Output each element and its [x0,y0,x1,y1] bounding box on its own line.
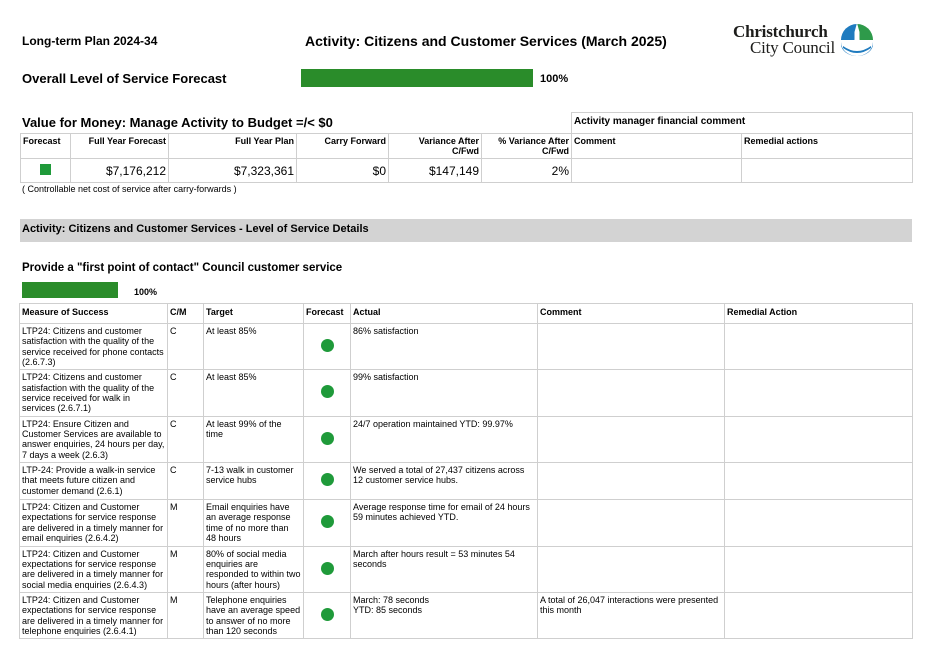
full-year-plan-value: $7,323,361 [169,159,297,183]
cm-cell: C [168,416,204,462]
value-for-money-title: Value for Money: Manage Activity to Budget =/< $0 [22,115,333,130]
actual-cell: Average response time for email of 24 hours 59 minutes achieved YTD. [351,500,538,546]
comment-cell [538,463,725,500]
actual-cell: 99% satisfaction [351,370,538,416]
col-variance-after: Variance After C/Fwd [389,134,482,159]
status-dot-icon [321,608,334,621]
cm-cell: M [168,546,204,592]
status-dot-icon [321,385,334,398]
forecast-cell [304,500,351,546]
kpi-group-progress-bar [22,282,118,298]
status-dot-icon [321,562,334,575]
target-cell: 7-13 walk in customer service hubs [204,463,304,500]
forecast-cell [304,416,351,462]
col-forecast: Forecast [21,134,71,159]
measure-cell: LTP-24: Provide a walk-in service that meets future citizen and customer demand (2.6.1) [20,463,168,500]
cm-cell: M [168,500,204,546]
actual-cell: We served a total of 27,437 citizens across 12 customer service hubs. [351,463,538,500]
measure-cell: LTP24: Ensure Citizen and Customer Services are available to answer enquiries, 24 hours per day, 7 days a week (2.6.3) [20,416,168,462]
col-remedial-action: Remedial Action [725,304,913,324]
table-row [20,546,913,592]
remedial-cell [725,370,913,416]
col-cm: C/M [168,304,204,324]
forecast-cell [304,592,351,638]
forecast-cell [304,463,351,500]
target-cell: Email enquiries have an average response time of no more than 48 hours [204,500,304,546]
finance-comment-cell [572,159,742,183]
los-section-header: Activity: Citizens and Customer Services - Level of Service Details [20,219,912,242]
status-dot-icon [321,339,334,352]
col-pct-variance-after: % Variance After C/Fwd [482,134,572,159]
logo-line1: Christchurch [733,22,828,41]
table-row [20,370,913,416]
overall-los-percent: 100% [540,73,569,85]
target-cell: 80% of social media enquiries are responded to within two hours (after hours) [204,546,304,592]
plan-title: Long-term Plan 2024-34 [22,34,158,48]
col-kpi-comment: Comment [538,304,725,324]
finance-status-cell [21,159,71,183]
actual-cell: 24/7 operation maintained YTD: 99.97% [351,416,538,462]
remedial-cell [725,324,913,370]
finance-remedial-cell [742,159,913,183]
table-row [20,416,913,462]
actual-cell: March after hours result = 53 minutes 54 seconds [351,546,538,592]
remedial-cell [725,546,913,592]
forecast-cell [304,546,351,592]
remedial-cell [725,592,913,638]
col-target: Target [204,304,304,324]
cm-cell: C [168,324,204,370]
col-full-year-forecast: Full Year Forecast [71,134,169,159]
col-comment: Comment [572,134,742,159]
manager-comment-title: Activity manager financial comment [572,113,913,134]
variance-after-value: $147,149 [389,159,482,183]
comment-cell [538,500,725,546]
kpi-group-title: Provide a "first point of contact" Council customer service [22,262,343,274]
target-cell: At least 85% [204,324,304,370]
col-kpi-forecast: Forecast [304,304,351,324]
cathedral-emblem-icon [839,22,875,56]
cm-cell: C [168,463,204,500]
actual-cell: 86% satisfaction [351,324,538,370]
actual-cell: March: 78 seconds YTD: 85 seconds [351,592,538,638]
council-logo [733,22,875,58]
remedial-cell [725,463,913,500]
kpi-group-percent: 100% [134,287,158,297]
comment-cell [538,416,725,462]
status-square-icon [40,164,51,175]
forecast-cell [304,370,351,416]
col-measure: Measure of Success [20,304,168,324]
remedial-cell [725,416,913,462]
table-row [20,500,913,546]
carry-forward-value: $0 [297,159,389,183]
measure-cell: LTP24: Citizens and customer satisfaction with the quality of the service received for phone contacts (2.6.7.3) [20,324,168,370]
measure-cell: LTP24: Citizen and Customer expectations for service response are delivered in a timely manner for social media enquiries (2.6.4.3) [20,546,168,592]
table-row [20,592,913,638]
overall-los-label: Overall Level of Service Forecast [22,71,227,86]
target-cell: Telephone enquiries have an average speed to answer of no more than 120 seconds [204,592,304,638]
pct-variance-after-value: 2% [482,159,572,183]
logo-line2: City Council [750,38,835,57]
col-remedial-actions: Remedial actions [742,134,913,159]
forecast-cell [304,324,351,370]
activity-title: Activity: Citizens and Customer Services (March 2025) [305,33,667,49]
table-row [20,324,913,370]
comment-cell [538,324,725,370]
col-full-year-plan: Full Year Plan [169,134,297,159]
kpi-table [19,303,913,639]
comment-cell: A total of 26,047 interactions were presented this month [538,592,725,638]
full-year-forecast-value: $7,176,212 [71,159,169,183]
comment-cell [538,370,725,416]
cm-cell: C [168,370,204,416]
col-actual: Actual [351,304,538,324]
col-carry-forward: Carry Forward [297,134,389,159]
measure-cell: LTP24: Citizen and Customer expectations for service response are delivered in a timely manner for telephone enquiries (2.6.4.1) [20,592,168,638]
status-dot-icon [321,515,334,528]
target-cell: At least 99% of the time [204,416,304,462]
table-row [20,463,913,500]
measure-cell: LTP24: Citizen and Customer expectations for service response are delivered in a timely manner for email enquiries (2.6.4.2) [20,500,168,546]
cm-cell: M [168,592,204,638]
status-dot-icon [321,473,334,486]
measure-cell: LTP24: Citizens and customer satisfaction with the quality of the service received for walk in services (2.6.7.1) [20,370,168,416]
overall-los-progress-bar [301,69,533,87]
status-dot-icon [321,432,334,445]
comment-cell [538,546,725,592]
target-cell: At least 85% [204,370,304,416]
remedial-cell [725,500,913,546]
finance-note: ( Controllable net cost of service after carry-forwards ) [22,184,237,194]
